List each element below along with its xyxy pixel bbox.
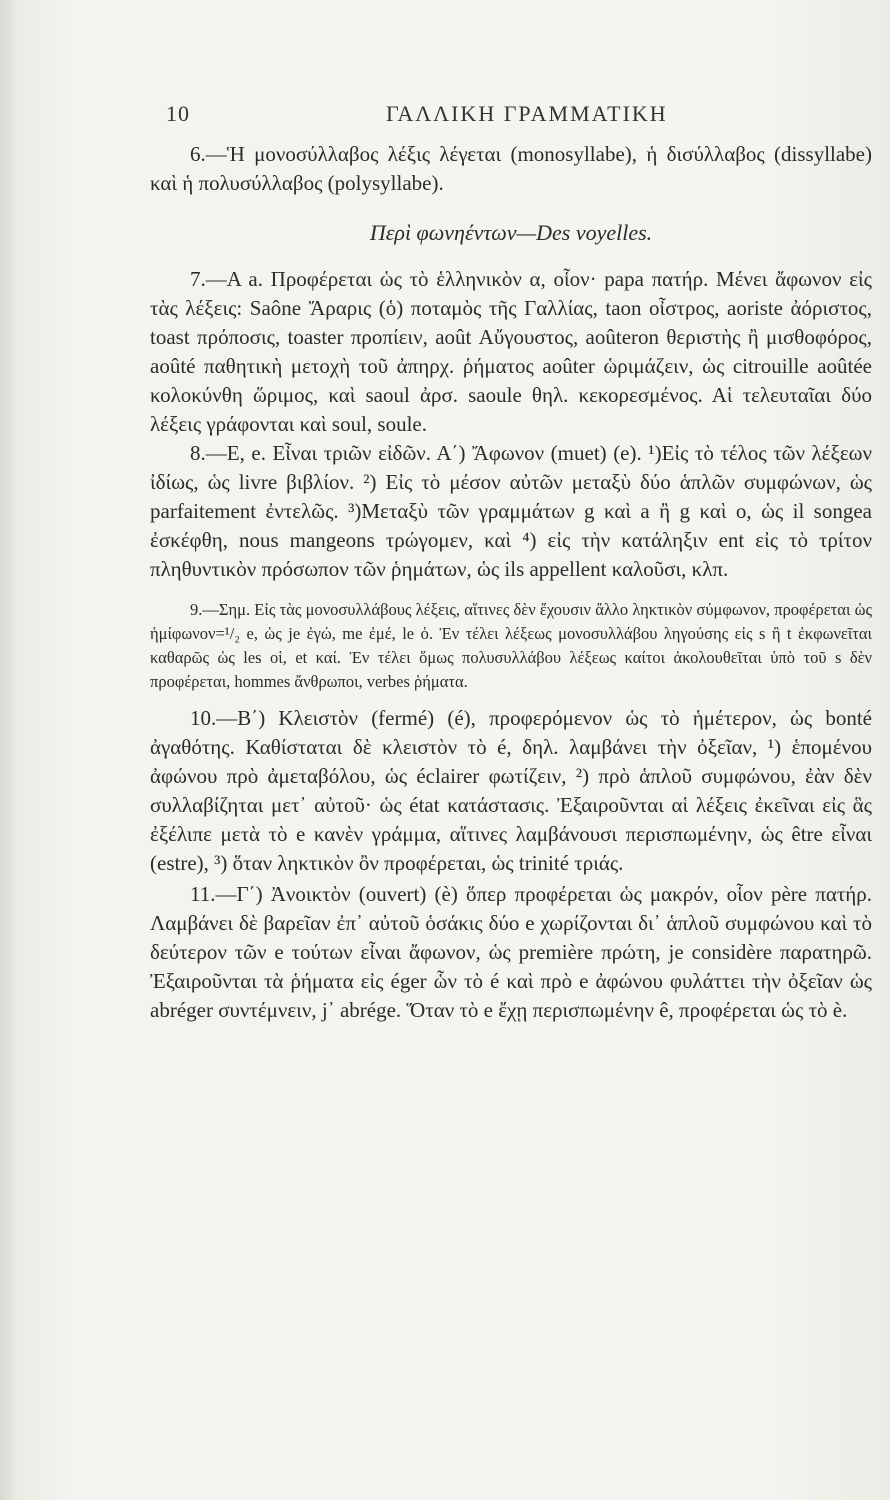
page-fold-shadow	[0, 0, 18, 1500]
paragraph-6: 6.—Ἡ μονοσύλλαβος λέξις λέγεται (monosyllabe), ἡ δισύλλαβος (dissyllabe) καὶ ἡ πολυσύλλαβος (polysyllabe).	[150, 142, 872, 195]
paragraph-9-note: 9.—Σημ. Εἰς τὰς μονοσυλλάβους λέξεις, αἵτινες δὲν ἔχουσιν ἄλλο ληκτικὸν σύμφωνον, προφέρεται ὡς ἡμίφωνον=¹/₂ e, ὡς je ἐγώ, me ἐμέ, le ὁ. Ἐν τέλει λέξεως μονοσυλλάβου ληγούσης εἰς s ἢ t ἐκφωνεῖται καθαρῶς ὡς les οἱ, et καί. Ἐν τέλει ὅμως πολυσυλλάβου λέξεως καίτοι ἀκολουθεῖται ὑπὸ τοῦ s δὲν προφέρεται, hommes ἄνθρωποι, verbes ῥήματα.	[150, 600, 872, 691]
paragraph-7: 7.—A a. Προφέρεται ὡς τὸ ἑλληνικὸν α, οἷον· papa πατήρ. Μένει ἄφωνον εἰς τὰς λέξεις: Saône Ἄραρις (ὁ) ποταμὸς τῆς Γαλλίας, taon οἶστρος, aoriste ἀόριστος, toast πρόποσις, toaster προπίειν, août Αὔγουστος, aoûteron θεριστὴς ἢ μισθοφόρος, aoûté παθητικὴ μετοχὴ τοῦ ἀπηρχ. ῥήματος aoûter ὡριμάζειν, ὡς citrouille aoûtée κολοκύνθη ὥριμος, καὶ saoul ἀρσ. saoule θηλ. κεκορεσμένος. Αἱ τελευταῖαι δύο λέξεις γράφονται καὶ soul, soule.	[150, 267, 872, 436]
body-text	[150, 140, 872, 1025]
running-head	[166, 101, 850, 131]
paragraph-10: 10.—B΄) Κλειστὸν (fermé) (é), προφερόμενον ὡς τὸ ἡμέτερον, ὡς bonté ἀγαθότης. Καθίσταται δὲ κλειστὸν τὸ é, δηλ. λαμβάνει τὴν ὀξεῖαν, ¹) ἑπομένου ἀφώνου πρὸ ἀμεταβόλου, ὡς éclairer φωτίζειν, ²) πρὸ ἁπλοῦ συμφώνου, ἐὰν δὲν συλλαβίζηται μετ᾽ αὐτοῦ· ὡς état κατάστασις. Ἐξαιροῦνται αἱ λέξεις ἐκεῖναι εἰς ἃς ἐξέλιπε μετὰ τὸ e κανὲν γράμμα, αἵτινες λαμβάνουσι περισπωμένην, ὡς être εἶναι (estre), ³) ὅταν ληκτικὸν ὂν προφέρεται, ὡς trinité τριάς.	[150, 706, 872, 875]
page-number: 10	[166, 101, 190, 126]
section-heading: Περὶ φωνηέντων—Des voyelles.	[369, 220, 653, 245]
paragraph-8: 8.—E, e. Εἶναι τριῶν εἰδῶν. Α΄) Ἄφωνον (muet) (e). ¹)Εἰς τὸ τέλος τῶν λέξεων ἰδίως, ὡς livre βιβλίον. ²) Εἰς τὸ μέσον αὐτῶν μεταξὺ δύο ἁπλῶν συμφώνων, ὡς parfaitement ἐντελῶς. ³)Μεταξὺ τῶν γραμμάτων g καὶ a ἢ g καὶ o, ὡς il songea ἐσκέφθη, nous mangeons τρώγομεν, καὶ ⁴) εἰς τὴν κατάληξιν ent εἰς τὸ τρίτον πληθυντικὸν πρόσωπον τῶν ῥημάτων, ὡς ils appellent καλοῦσι, κλπ.	[150, 441, 872, 581]
paragraph-11: 11.—Γ΄) Ἀνοικτὸν (ouvert) (è) ὅπερ προφέρεται ὡς μακρόν, οἷον père πατήρ. Λαμβάνει δὲ βαρεῖαν ἐπ᾽ αὐτοῦ ὁσάκις δύο e χωρίζονται δι᾽ ἁπλοῦ συμφώνου καὶ τὸ δεύτερον τῶν e τούτων εἶναι ἄφωνον, ὡς première πρώτη, je considère παρατηρῶ. Ἐξαιροῦνται τὰ ῥήματα εἰς éger ὧν τὸ é καὶ πρὸ e ἀφώνου φυλάττει τὴν ὀξεῖαν ὡς abréger συντέμνειν, j᾽ abrége. Ὅταν τὸ e ἔχῃ περισπωμένην ê, προφέρεται ὡς τὸ è.	[150, 882, 872, 1022]
book-title: ΓΑΛΛΙΚΗ ΓΡΑΜΜΑΤΙΚΗ	[386, 101, 668, 126]
